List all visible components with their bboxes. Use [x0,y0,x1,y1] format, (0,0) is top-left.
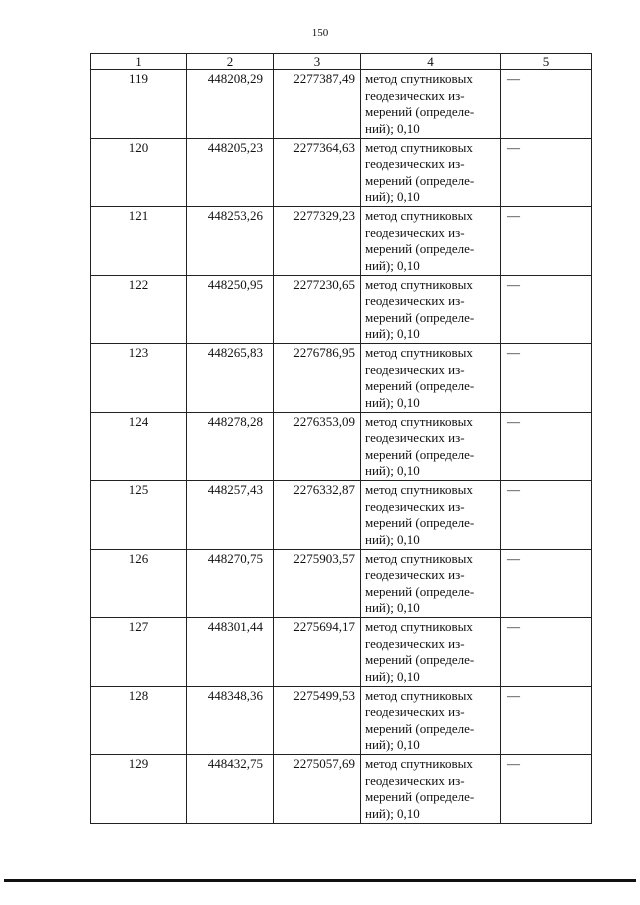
table-row [91,412,592,481]
y-coordinate-cell: 2277387,49 [274,70,361,139]
method-line: геодезических из- [365,430,465,445]
note-cell: — [501,686,592,755]
table-row [91,138,592,207]
bottom-rule [4,879,636,882]
method-line: мерений (определе- [365,104,475,119]
method-line: мерений (определе- [365,583,475,599]
point-number-cell: 121 [91,207,187,276]
table-row [91,755,592,824]
note-cell: — [501,344,592,413]
method-line: метод спутниковых [365,345,473,360]
method-line: геодезических из- [365,567,465,582]
method-line: мерений (определе- [365,789,475,804]
note-cell: — [501,275,592,344]
method-line: мерений (определе- [365,446,475,462]
x-coordinate-cell: 448301,44 [187,618,274,687]
table-row [91,481,592,550]
table-row [91,275,592,344]
y-coordinate-cell: 2276353,09 [274,412,361,481]
page-number: 150 [311,27,329,39]
method-cell [361,207,501,276]
method-cell [361,686,501,755]
method-cell [361,618,501,687]
table-row [91,207,592,276]
y-coordinate-cell: 2277230,65 [274,275,361,344]
x-coordinate-cell: 448432,75 [187,755,274,824]
method-line: геодезических из- [365,772,465,788]
method-cell [361,138,501,207]
method-line: ний); 0,10 [365,257,420,273]
method-line: метод спутниковых [365,208,473,223]
method-cell [361,70,501,139]
method-line: геодезических из- [365,704,465,719]
y-coordinate-cell: 2275694,17 [274,618,361,687]
method-line: геодезических из- [365,87,465,103]
method-line: ний); 0,10 [365,668,420,684]
method-line: ний); 0,10 [365,326,420,341]
note-cell: — [501,138,592,207]
table-row [91,549,592,618]
method-line: ний); 0,10 [365,463,420,478]
method-cell [361,344,501,413]
method-line: ний); 0,10 [365,737,420,752]
method-line: метод спутниковых [365,619,473,634]
table-header-row [91,54,592,70]
method-line: мерений (определе- [365,720,475,736]
point-number-cell: 128 [91,686,187,755]
method-line: мерений (определе- [365,309,475,325]
method-cell [361,549,501,618]
table-body [91,70,592,824]
method-line: метод спутниковых [365,139,473,155]
method-line: ний); 0,10 [365,600,420,615]
table-row [91,70,592,139]
note-cell: — [501,481,592,550]
method-line: геодезических из- [365,361,465,377]
method-line: ний); 0,10 [365,805,420,821]
method-cell [361,412,501,481]
point-number-cell: 126 [91,549,187,618]
coordinates-table [90,53,592,824]
point-number-cell: 127 [91,618,187,687]
header-cell: 1 [91,54,187,70]
note-cell: — [501,618,592,687]
point-number-cell: 129 [91,755,187,824]
header-cell: 5 [501,54,592,70]
method-line: геодезических из- [365,156,465,171]
table-row [91,618,592,687]
y-coordinate-cell: 2276332,87 [274,481,361,550]
x-coordinate-cell: 448250,95 [187,275,274,344]
method-line: мерений (определе- [365,652,475,667]
note-cell: — [501,755,592,824]
method-line: метод спутниковых [365,550,473,566]
x-coordinate-cell: 448348,36 [187,686,274,755]
method-line: мерений (определе- [365,172,475,188]
note-cell: — [501,70,592,139]
x-coordinate-cell: 448253,26 [187,207,274,276]
note-cell: — [501,549,592,618]
note-cell: — [501,207,592,276]
method-line: мерений (определе- [365,378,475,393]
method-cell [361,755,501,824]
method-line: метод спутниковых [365,413,473,429]
x-coordinate-cell: 448205,23 [187,138,274,207]
method-line: ний); 0,10 [365,531,420,547]
method-cell [361,481,501,550]
method-line: ний); 0,10 [365,120,420,136]
method-line: мерений (определе- [365,515,475,530]
point-number-cell: 120 [91,138,187,207]
y-coordinate-cell: 2275499,53 [274,686,361,755]
note-cell: — [501,412,592,481]
method-cell [361,275,501,344]
point-number-cell: 124 [91,412,187,481]
method-line: геодезических из- [365,293,465,308]
y-coordinate-cell: 2275057,69 [274,755,361,824]
method-line: метод спутниковых [365,276,473,292]
point-number-cell: 119 [91,70,187,139]
method-line: метод спутниковых [365,482,473,497]
header-cell: 2 [187,54,274,70]
x-coordinate-cell: 448257,43 [187,481,274,550]
x-coordinate-cell: 448265,83 [187,344,274,413]
method-line: метод спутниковых [365,756,473,771]
x-coordinate-cell: 448270,75 [187,549,274,618]
header-cell: 4 [361,54,501,70]
method-line: геодезических из- [365,498,465,514]
method-line: мерений (определе- [365,241,475,256]
point-number-cell: 122 [91,275,187,344]
table-row [91,344,592,413]
y-coordinate-cell: 2277364,63 [274,138,361,207]
y-coordinate-cell: 2277329,23 [274,207,361,276]
y-coordinate-cell: 2276786,95 [274,344,361,413]
method-line: метод спутниковых [365,71,473,86]
method-line: метод спутниковых [365,687,473,703]
y-coordinate-cell: 2275903,57 [274,549,361,618]
x-coordinate-cell: 448208,29 [187,70,274,139]
method-line: геодезических из- [365,224,465,240]
header-cell: 3 [274,54,361,70]
x-coordinate-cell: 448278,28 [187,412,274,481]
method-line: ний); 0,10 [365,394,420,410]
method-line: геодезических из- [365,635,465,651]
point-number-cell: 125 [91,481,187,550]
point-number-cell: 123 [91,344,187,413]
table-row [91,686,592,755]
method-line: ний); 0,10 [365,189,420,204]
